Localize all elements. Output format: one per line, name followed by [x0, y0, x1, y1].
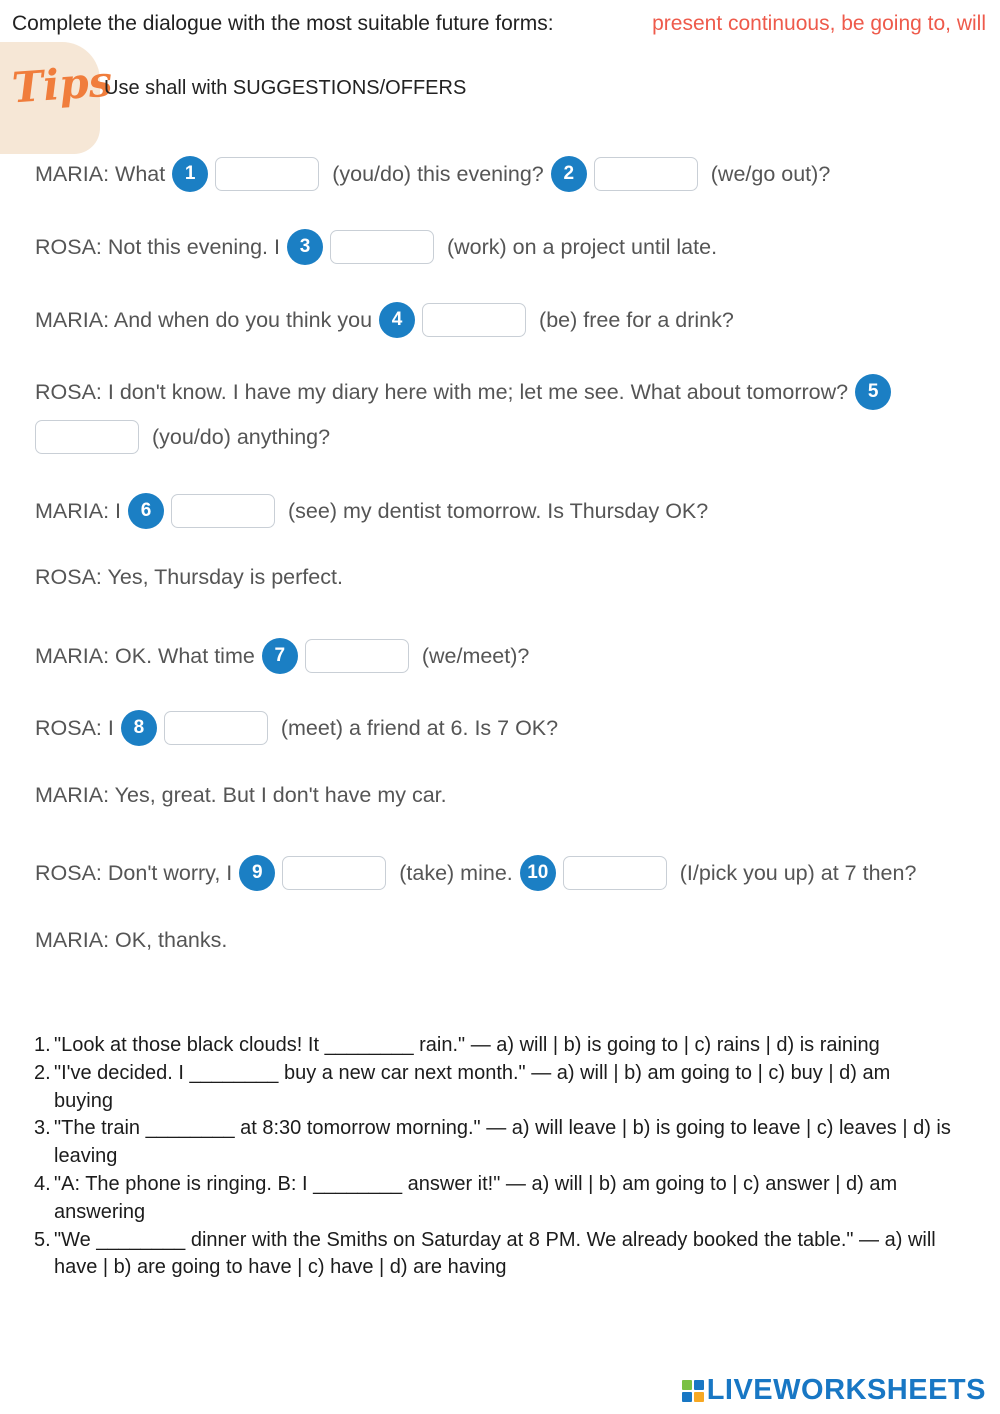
instructions-text: Complete the dialogue with the most suitable future forms: — [12, 12, 554, 35]
answer-input-9[interactable] — [282, 856, 386, 890]
line-text: (work) on a project until late. — [446, 234, 718, 259]
number-badge-10: 10 — [520, 855, 556, 891]
question-number: 2. — [34, 1061, 51, 1084]
dialogue-line-5 — [35, 420, 330, 454]
line-text: MARIA: OK, thanks. — [35, 928, 228, 952]
number-badge-3: 3 — [287, 229, 323, 265]
line-text: (meet) a friend at 6. Is 7 OK? — [280, 715, 559, 740]
answer-input-6[interactable] — [171, 494, 275, 528]
question-number: 1. — [34, 1034, 51, 1056]
line-text: MARIA: And when do you think you — [35, 307, 373, 332]
line-text: (we/go out)? — [710, 161, 831, 186]
number-badge-2: 2 — [551, 156, 587, 192]
answer-input-8[interactable] — [164, 711, 268, 745]
dialogue-line-3 — [35, 302, 734, 338]
answer-input-7[interactable] — [305, 639, 409, 673]
line-text: ROSA: I — [35, 715, 114, 740]
answer-input-5[interactable] — [35, 420, 139, 454]
logo-grid-icon — [682, 1380, 704, 1402]
question-item — [34, 1115, 954, 1171]
line-text: (you/do) anything? — [152, 424, 331, 449]
answer-input-4[interactable] — [422, 303, 526, 337]
line-text: (I/pick you up) at 7 then? — [679, 860, 917, 885]
line-text: ROSA: Don't worry, I — [35, 860, 233, 885]
number-badge-1: 1 — [172, 156, 208, 192]
dialogue-line-8 — [35, 638, 529, 674]
line-text: MARIA: I — [35, 498, 122, 523]
liveworksheets-logo[interactable] — [682, 1374, 986, 1407]
answer-input-10[interactable] — [563, 856, 667, 890]
question-text: "Look at those black clouds! It ________ rain." — a) will | b) is going to | c) rains | d) is raining — [54, 1034, 880, 1056]
question-item — [34, 1060, 954, 1116]
question-number: 4. — [34, 1172, 51, 1195]
number-badge-8: 8 — [121, 710, 157, 746]
number-badge-7: 7 — [262, 638, 298, 674]
line-text: (take) mine. — [399, 860, 513, 885]
logo-text: LIVEWORKSHEETS — [706, 1374, 986, 1406]
multiple-choice-list — [34, 1032, 954, 1282]
line-text: (be) free for a drink? — [539, 307, 734, 332]
answer-input-2[interactable] — [594, 157, 698, 191]
tips-label: Tips — [10, 56, 114, 113]
line-text: ROSA: I don't know. I have my diary here with me; let me see. What about tomorrow? — [35, 379, 849, 404]
question-item — [34, 1227, 954, 1283]
line-text: MARIA: Yes, great. But I don't have my car. — [35, 783, 447, 807]
line-text: (see) my dentist tomorrow. Is Thursday OK? — [288, 498, 709, 523]
answer-input-3[interactable] — [330, 230, 434, 264]
dialogue-line-7 — [35, 565, 343, 590]
question-text: "We ________ dinner with the Smiths on Saturday at 8 PM. We already booked the table." — a) will have | b) are going to have | c) have | d) are having — [54, 1228, 936, 1279]
question-text: "A: The phone is ringing. B: I ________ answer it!" — a) will | b) am going to | c) answer | d) am answering — [54, 1172, 898, 1223]
future-forms-text: present continuous, be going to, will — [652, 12, 986, 35]
line-text: (we/meet)? — [421, 643, 530, 668]
number-badge-9: 9 — [239, 855, 275, 891]
line-text: MARIA: What — [35, 161, 166, 186]
dialogue-line-2 — [35, 229, 717, 265]
question-number: 3. — [34, 1117, 51, 1140]
dialogue-line-11 — [35, 855, 916, 891]
answer-input-1[interactable] — [215, 157, 319, 191]
question-item — [34, 1171, 954, 1227]
question-text: "The train ________ at 8:30 tomorrow morning." — a) will leave | b) is going to leave | c) leaves | d) is leaving — [54, 1117, 951, 1168]
line-text: ROSA: Yes, Thursday is perfect. — [35, 565, 343, 589]
dialogue-line-10 — [35, 783, 447, 808]
dialogue-line-6 — [35, 493, 708, 529]
line-text: (you/do) this evening? — [332, 161, 544, 186]
tip-text: Use shall with SUGGESTIONS/OFFERS — [104, 77, 467, 99]
question-number: 5. — [34, 1228, 51, 1251]
dialogue-line-9 — [35, 710, 558, 746]
line-text: MARIA: OK. What time — [35, 643, 255, 668]
dialogue-line-1 — [35, 156, 830, 192]
number-badge-6: 6 — [128, 493, 164, 529]
dialogue-line-4 — [35, 374, 898, 410]
dialogue-line-12 — [35, 928, 227, 953]
line-text: ROSA: Not this evening. I — [35, 234, 280, 259]
number-badge-5: 5 — [855, 374, 891, 410]
question-item — [34, 1032, 954, 1060]
question-text: "I've decided. I ________ buy a new car next month." — a) will | b) am going to | c) buy | d) am buying — [54, 1061, 891, 1112]
number-badge-4: 4 — [379, 302, 415, 338]
